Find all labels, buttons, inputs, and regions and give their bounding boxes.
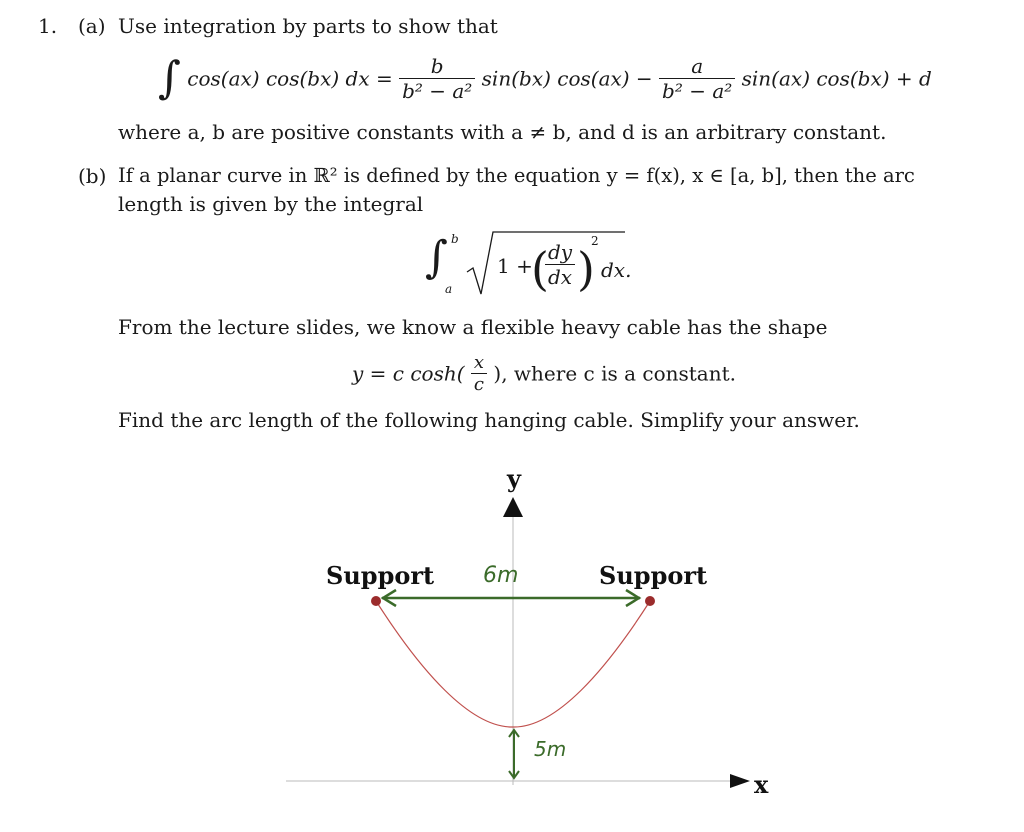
formula-fraction-1	[399, 54, 475, 103]
left-paren: (	[531, 242, 549, 296]
span-label: 6m	[483, 563, 519, 588]
fraction-2-denominator: b² − a²	[659, 78, 735, 103]
integral-sign: ∫	[158, 52, 181, 104]
formula-term-1: sin(bx) cos(ax) −	[481, 66, 653, 91]
height-label: 5m	[534, 737, 567, 761]
x-axis-label: x	[754, 770, 769, 799]
one-plus: 1 +	[497, 254, 533, 278]
cosh-numerator: x	[473, 352, 485, 373]
fraction-1-numerator: b	[430, 54, 444, 78]
integral-sign-b: ∫	[425, 232, 448, 283]
slides-text: From the lecture slides, we know a flexible heavy cable has the shape	[118, 315, 828, 339]
support-right-dot	[645, 596, 655, 606]
cosh-suffix: ), where c is a constant.	[493, 361, 736, 386]
fraction-2-numerator: a	[691, 54, 704, 78]
part-b-line-2: length is given by the integral	[118, 192, 424, 216]
formula-fraction-2	[659, 54, 735, 103]
integral-tail: dx.	[601, 258, 632, 282]
x-axis-arrowhead	[730, 774, 750, 788]
task-text: Find the arc length of the following hanging cable. Simplify your answer.	[118, 408, 860, 432]
part-b-label: (b)	[78, 164, 107, 188]
dx: dx	[545, 264, 575, 289]
formula-lhs: cos(ax) cos(bx) dx =	[187, 66, 393, 91]
cosh-equation	[352, 352, 736, 400]
cosh-prefix: y = c cosh(	[352, 361, 465, 386]
integral-lower-limit: a	[445, 282, 453, 296]
fraction-1-denominator: b² − a²	[399, 78, 475, 103]
cable-diagram	[0, 440, 1024, 832]
part-b-line-1: If a planar curve in ℝ² is defined by the equation y = f(x), x ∈ [a, b], then the arc	[118, 164, 915, 187]
problem-number: 1.	[38, 14, 58, 38]
integral-upper-limit: b	[451, 232, 459, 246]
part-a-label: (a)	[78, 14, 106, 38]
formula-term-2: sin(ax) cos(bx) + d	[741, 66, 932, 91]
dy: dy	[548, 240, 573, 264]
cosh-denominator: c	[471, 373, 487, 395]
power-two: 2	[591, 234, 599, 248]
part-a-intro: Use integration by parts to show that	[118, 14, 498, 38]
support-left-label: Support	[326, 561, 435, 590]
support-left-dot	[371, 596, 381, 606]
y-axis-arrowhead	[503, 497, 523, 517]
dy-dx-fraction	[545, 240, 575, 289]
support-right-label: Support	[599, 561, 708, 590]
cosh-fraction	[471, 352, 487, 395]
y-axis-label: y	[507, 464, 521, 493]
right-paren: )	[577, 242, 595, 296]
formula-a	[158, 54, 932, 114]
part-a-conclusion: where a, b are positive constants with a ≠ b, and d is an arbitrary constant.	[118, 120, 887, 144]
